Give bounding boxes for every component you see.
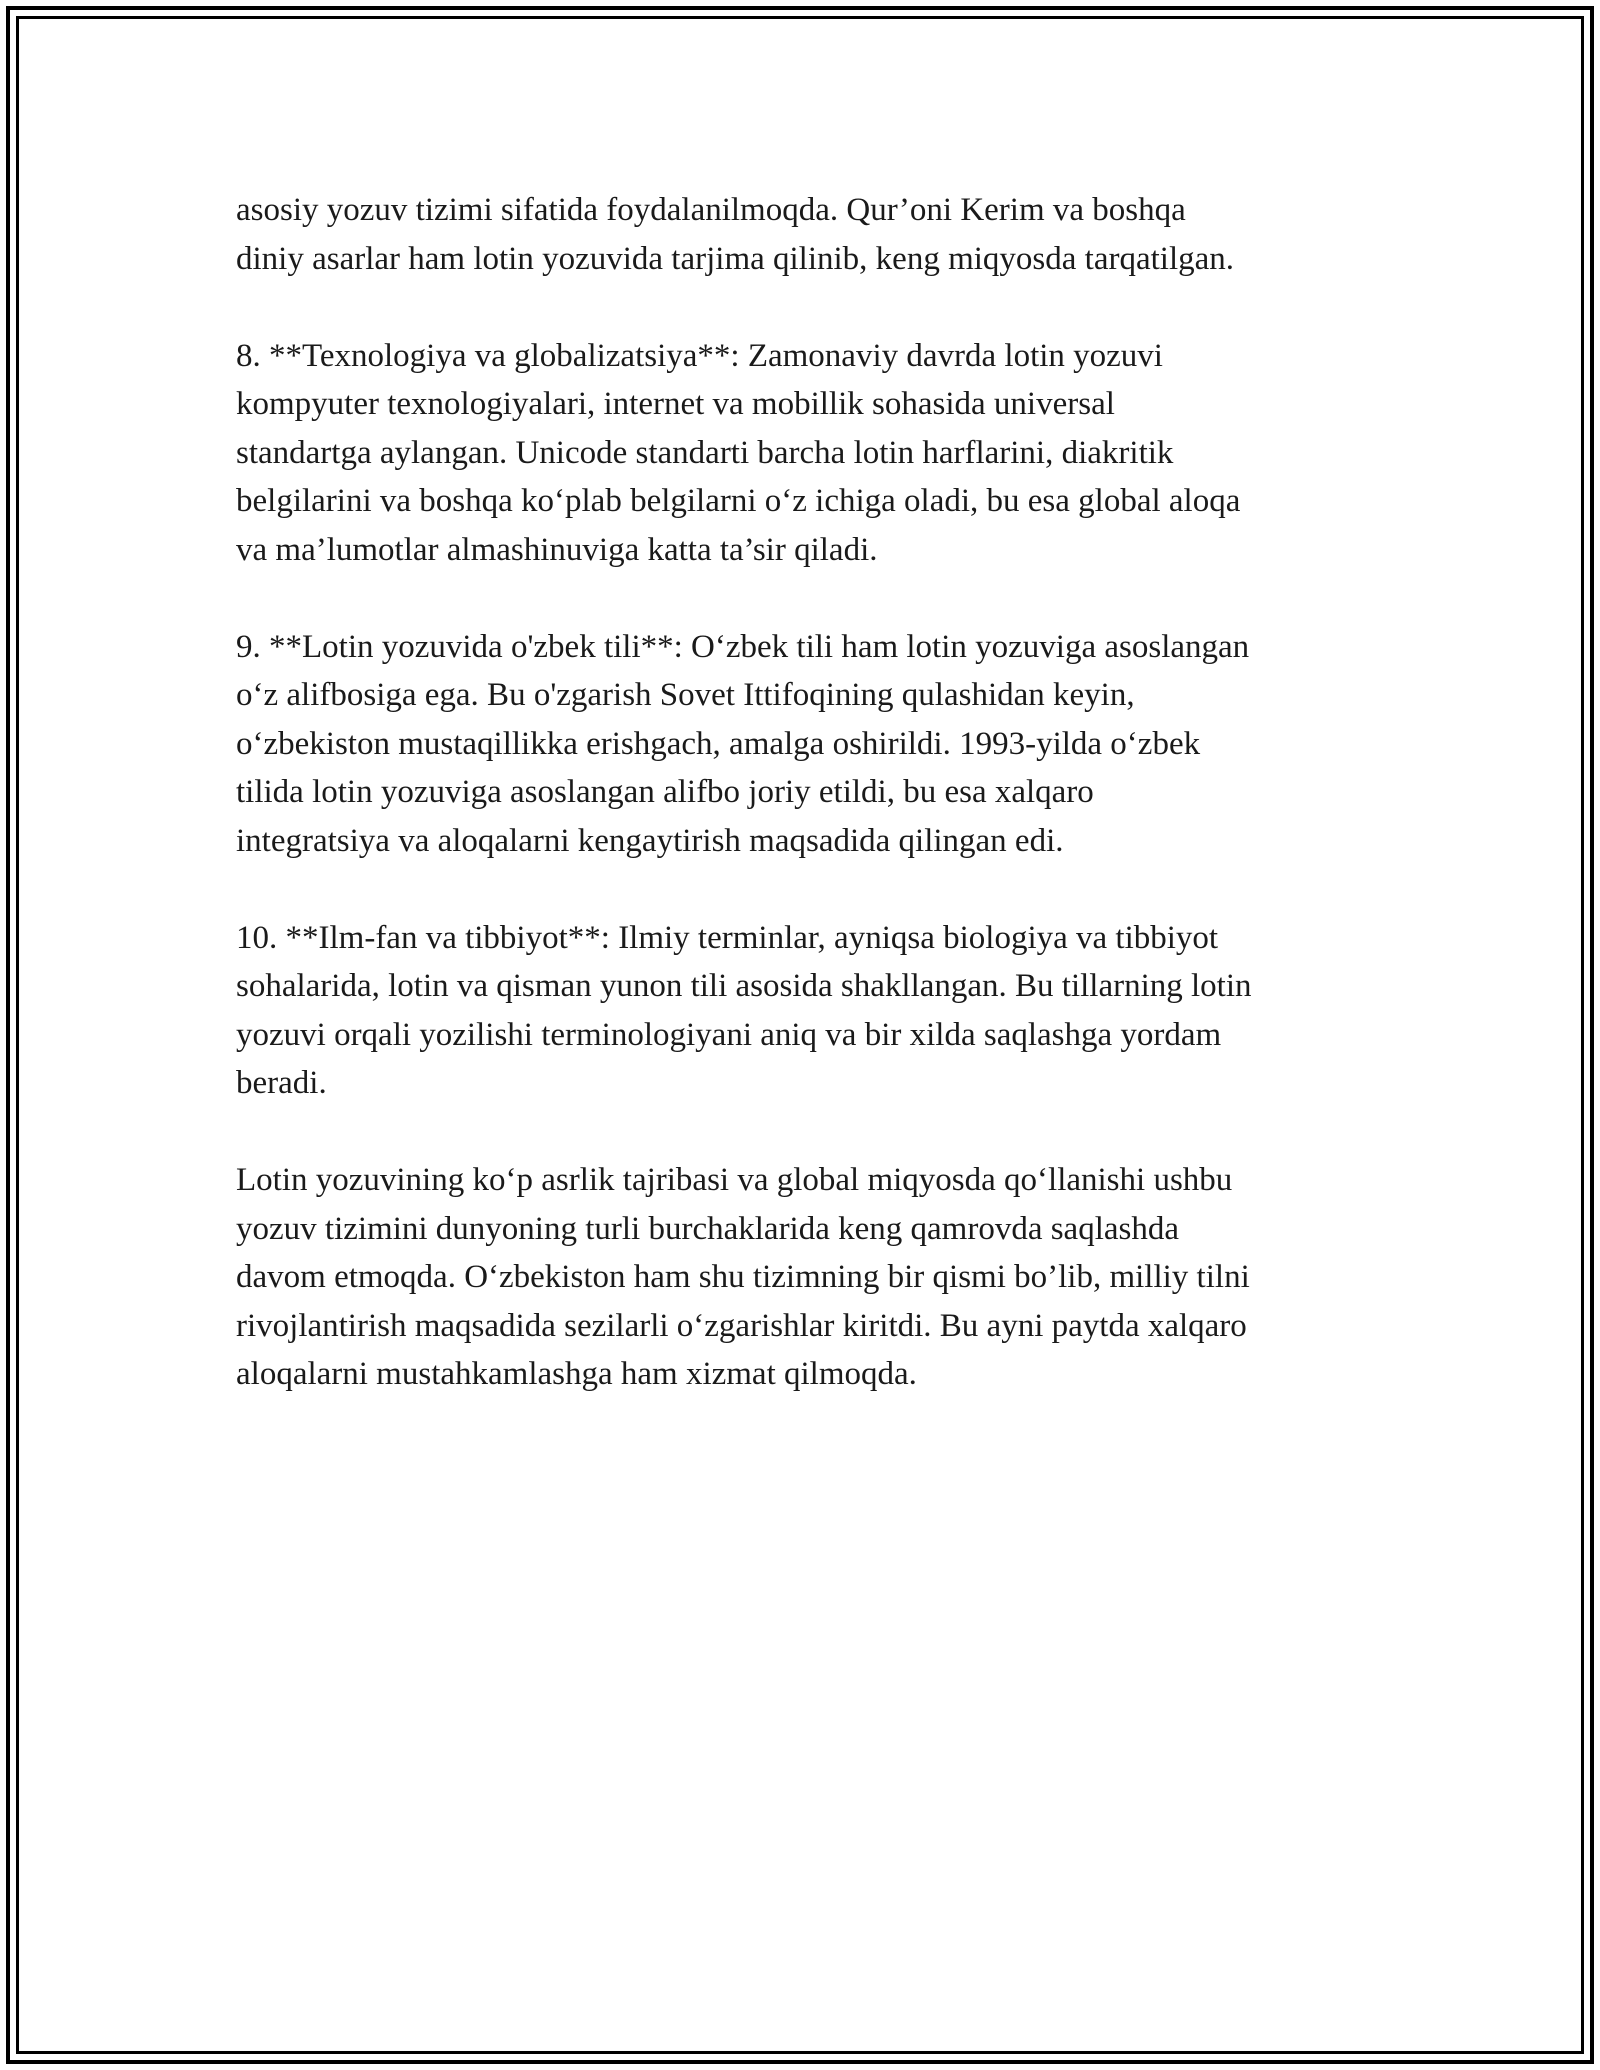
paragraph-item-9-uzbek-language: 9. **Lotin yozuvida o'zbek tili**: O‘zbek tili ham lotin yozuviga asoslangan o‘z alifbosiga ega. Bu o'zgarish Sovet Ittifoqining qulashidan keyin, o‘zbekiston mustaqillikka erishgach, amalga oshirildi. 1993-yilda o‘zbek tilida lotin yozuviga asoslangan alifbo joriy etildi, bu esa xalqaro integratsiya va aloqalarni kengaytirish maqsadida qilingan edi. — [236, 628, 1250, 859]
paragraph-continuation: asosiy yozuv tizimi sifatida foydalanilmoqda. Qur’oni Kerim va boshqa diniy asarlar ham lotin yozuvida tarjima qilinib, keng miqyosda tarqatilgan. — [236, 192, 1235, 277]
paragraph-item-10-science: 10. **Ilm-fan va tibbiyot**: Ilmiy terminlar, ayniqsa biologiya va tibbiyot sohalarida, lotin va qisman yunon tili asosida shakllangan. Bu tillarning lotin yozuvi orqali yozilishi terminologiyani aniq va bir xilda saqlashga yordam beradi. — [236, 919, 1252, 1101]
document-body — [236, 186, 1366, 1447]
paragraph-conclusion: Lotin yozuvining ko‘p asrlik tajribasi va global miqyosda qo‘llanishi ushbu yozuv tizimini dunyoning turli burchaklarida keng qamrovda saqlashda davom etmoqda. O‘zbekiston ham shu tizimning bir qismi bo’lib, milliy tilni rivojlantirish maqsadida sezilarli o‘zgarishlar kiritdi. Bu ayni paytda xalqaro aloqalarni mustahkamlashga ham xizmat qilmoqda. — [236, 1162, 1250, 1392]
paragraph-item-8-technology: 8. **Texnologiya va globalizatsiya**: Zamonaviy davrda lotin yozuvi kompyuter texnologiyalari, internet va mobillik sohasida universal standartga aylangan. Unicode standarti barcha lotin harflarini, diakritik belgilarini va boshqa ko‘plab belgilarni o‘z ichiga oladi, bu esa global aloqa va ma’lumotlar almashinuviga katta ta’sir qiladi. — [236, 337, 1241, 568]
